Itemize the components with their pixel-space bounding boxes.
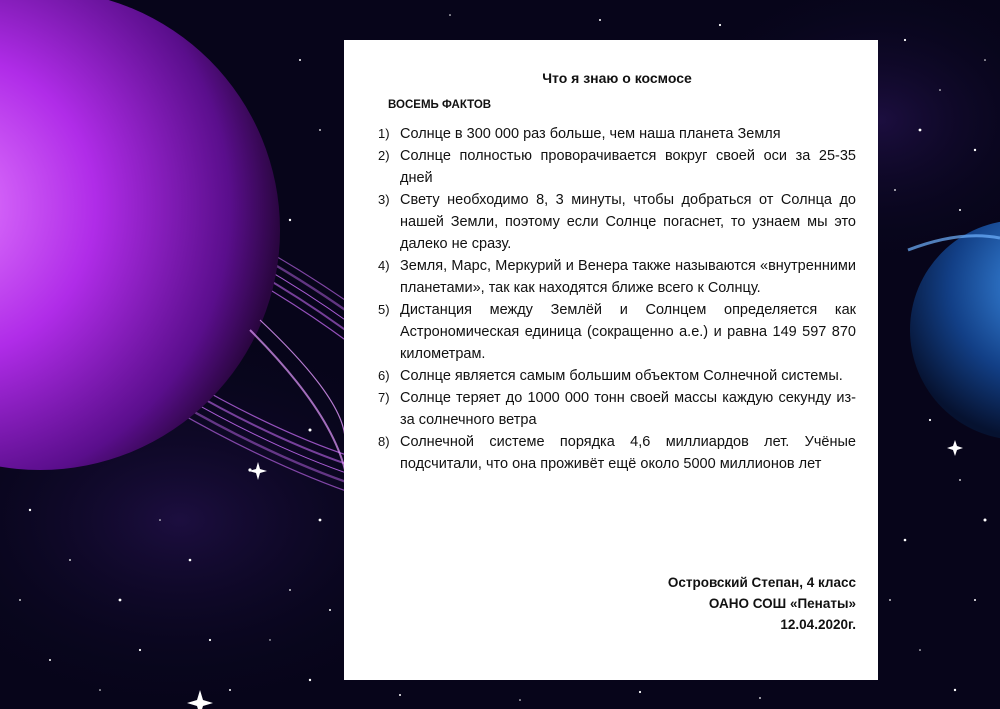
fact-item — [378, 365, 856, 387]
fact-item — [378, 123, 856, 145]
signature-block — [668, 572, 856, 635]
document-title: Что я знаю о космосе — [542, 70, 692, 86]
fact-text: Солнце полностью проворачивается вокруг своей оси за 25-35 дней — [400, 148, 856, 186]
fact-item — [378, 189, 856, 255]
fact-number: 5) — [378, 302, 390, 317]
fact-item — [378, 387, 856, 431]
fact-text: Солнце теряет до 1000 000 тонн своей массы каждую секунду из-за солнечного ветра — [400, 390, 856, 428]
signature-author: Островский Степан, 4 класс — [667, 575, 856, 590]
fact-text: Свету необходимо 8, 3 минуты, чтобы добраться от Солнца до нашей Земли, поэтому если Солнце погаснет, то узнаем мы это далеко не сразу. — [400, 192, 856, 252]
fact-item — [378, 255, 856, 299]
fact-number: 3) — [378, 192, 390, 207]
fact-item — [378, 299, 856, 365]
fact-text: Дистанция между Землёй и Солнцем определяется как Астрономическая единица (сокращенно а.е.) и равна 149 597 870 километрам. — [400, 302, 856, 362]
fact-number: 7) — [378, 390, 390, 405]
signature-date: 12.04.2020г. — [780, 617, 856, 632]
signature-school: ОАНО СОШ «Пенаты» — [708, 596, 856, 611]
fact-number: 1) — [378, 126, 390, 141]
fact-item — [378, 145, 856, 189]
fact-number: 8) — [378, 434, 390, 449]
fact-text: Солнце является самым большим объектом Солнечной системы. — [400, 368, 843, 384]
fact-item — [378, 431, 856, 475]
fact-number: 4) — [378, 258, 390, 273]
fact-text: Земля, Марс, Меркурий и Венера также называются «внутренними планетами», так как находятся ближе всего к Солнцу. — [400, 258, 856, 296]
fact-number: 6) — [378, 368, 390, 383]
document-subtitle: ВОСЕМЬ ФАКТОВ — [388, 99, 492, 111]
fact-number: 2) — [378, 148, 390, 163]
facts-list — [378, 123, 856, 475]
fact-text: Солнечной системе порядка 4,6 миллиардов лет. Учёные подсчитали, что она проживёт ещё около 5000 миллионов лет — [400, 434, 856, 472]
document-sheet — [344, 40, 878, 680]
fact-text: Солнце в 300 000 раз больше, чем наша планета Земля — [400, 126, 781, 142]
